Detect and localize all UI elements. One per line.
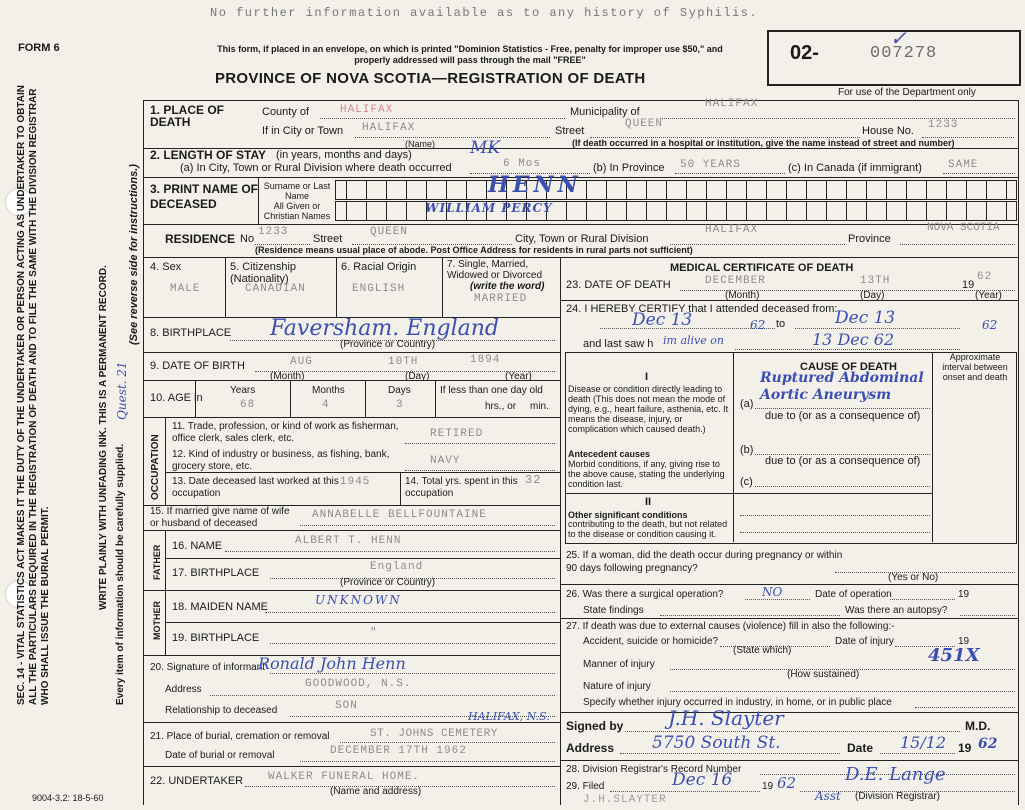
father-birthplace: England xyxy=(370,561,424,573)
father-name: ALBERT T. HENN xyxy=(295,535,402,547)
registrar-asst: Asst xyxy=(815,789,841,803)
sidebar-reverse: (See reverse side for instructions.) xyxy=(128,164,140,345)
operation-year-prefix: 19 xyxy=(958,589,970,600)
age-less-label: If less than one day old xyxy=(440,385,543,396)
undertaker-sub: (Name and address) xyxy=(330,786,422,797)
center-divider xyxy=(560,257,561,805)
injury-date-label: Date of injury xyxy=(835,636,894,647)
footer-stamp: J.H.SLAYTER xyxy=(583,794,667,806)
sidebar-statute: SEC. 14 - VITAL STATISTICS ACT MAKES IT THE DUTY OF THE UNDERTAKER OR PERSON ACTING AS UNDERTAKER TO OBTAIN ALL THE PARTICULARS REQUIRED IN THE REGISTRATION OF DEATH AND TO FILE THE SAME WITH THE DIVISION REGISTRAR WHO SHALL ISSUE THE BURIAL PERMIT. xyxy=(16,84,51,705)
envelope-note: This form, if placed in an envelope, on which is printed "Dominion Statistics - Free, penalty for improper use $50," and properly addressed will pass through the mail "FREE" xyxy=(217,44,723,65)
surname-value: HENN xyxy=(488,172,582,198)
county-label: County of xyxy=(262,106,310,118)
age-months-label: Months xyxy=(312,385,345,396)
stay-sub: (in years, months and days) xyxy=(276,149,412,161)
burial-handwriting: HALIFAX, N.S. xyxy=(468,710,550,723)
attended-to-year: 62 xyxy=(982,318,998,332)
findings-label: State findings xyxy=(583,605,644,616)
residence-city: HALIFAX xyxy=(705,224,759,236)
stay-a-label: (a) In City, Town or Rural Division where death occurred xyxy=(180,162,452,174)
last-saw-handwriting: im alive on xyxy=(663,334,724,347)
death-year-label: (Year) xyxy=(975,290,1002,301)
father-birthplace-sub: (Province or Country) xyxy=(340,577,436,588)
q14-label: 14. Total yrs. spent in this occupation xyxy=(405,476,518,499)
stay-c-value: SAME xyxy=(948,159,979,171)
due-to-label-2: due to (or as a consequence of) xyxy=(765,455,921,467)
approx-interval-label: Approximate interval between onset and death xyxy=(942,352,1008,382)
top-typed-note: No further information available as to any history of Syphilis. xyxy=(210,6,759,20)
medical-certificate-header: MEDICAL CERTIFICATE OF DEATH xyxy=(670,262,854,274)
residence-province-label: Province xyxy=(848,233,891,245)
roman-one: I xyxy=(645,371,649,383)
filed-year-prefix: 19 xyxy=(762,781,774,792)
age-days-label: Days xyxy=(388,385,411,396)
q27-label: 27. If death was due to external causes (violence) fill in also the following:- xyxy=(566,621,895,632)
given-name-value: WILLIAM PERCY xyxy=(425,201,553,215)
stay-a-value: 6 Mos xyxy=(503,158,542,170)
marital-label: 7. Single, Married, Widowed or Divorced xyxy=(447,259,543,281)
physician-address: 5750 South St. xyxy=(652,733,781,753)
mother-birthplace: " xyxy=(370,627,378,639)
mother-birthplace-label: 19. BIRTHPLACE xyxy=(172,632,260,644)
dob-year-label: (Year) xyxy=(505,371,532,382)
age-years: 68 xyxy=(240,399,256,411)
death-month: DECEMBER xyxy=(705,275,766,287)
death-day: 13TH xyxy=(860,275,891,287)
signed-year-prefix: 19 xyxy=(958,741,972,755)
given-label: All Given or Christian Names xyxy=(263,201,331,221)
birthplace-sub: (Province or Country) xyxy=(340,339,436,350)
street-value: QUEEN xyxy=(625,118,664,130)
age-hrs-label: hrs., or xyxy=(485,401,517,412)
reg-prefix: 02- xyxy=(790,42,819,64)
residence-province: NOVA SCOTIA xyxy=(927,222,1000,234)
maiden-name-value: UNKNOWN xyxy=(315,593,402,607)
cause-a-value: Ruptured Abdominal Aortic Aneurysm xyxy=(760,370,924,403)
antecedent-sub: Morbid conditions, if any, giving rise to the above cause, stating the underlying condition last. xyxy=(568,459,725,489)
citizenship-value: CANADIAN xyxy=(245,283,306,295)
death-month-label: (Month) xyxy=(725,290,760,301)
informant-address: GOODWOOD, N.S. xyxy=(305,678,412,690)
physician-signature: J.H. Slayter xyxy=(668,706,784,730)
q14-value: 32 xyxy=(525,473,542,487)
dob-day: 10TH xyxy=(388,356,419,368)
dob-month-label: (Month) xyxy=(270,371,305,382)
frame-top xyxy=(143,100,1019,101)
last-saw-label: and last saw h xyxy=(583,338,654,350)
q12-label: 12. Kind of industry or business, as fishing, bank, grocery store, etc. xyxy=(172,449,390,472)
autopsy-label: Was there an autopsy? xyxy=(845,605,948,616)
physician-address-label: Address xyxy=(566,741,615,755)
q25-label: 25. If a woman, did the death occur during pregnancy or within 90 days following pregnancy? xyxy=(566,550,843,574)
due-to-label-1: due to (or as a consequence of) xyxy=(765,410,921,422)
cause-c-label: (c) xyxy=(740,476,753,488)
q11-label: 11. Trade, profession, or kind of work as fisherman, office clerk, sales clerk, etc. xyxy=(172,421,399,444)
surname-grid xyxy=(335,180,1017,200)
dob-day-label: (Day) xyxy=(405,371,430,382)
specify-label: Specify whether injury occurred in industry, in home, or in public place xyxy=(583,697,892,708)
q13-label: 13. Date deceased last worked at this occupation xyxy=(172,476,339,499)
place-of-death-label: 1. PLACE OF DEATH xyxy=(150,103,225,129)
date-of-death-label: 23. DATE OF DEATH xyxy=(566,279,671,291)
municipality-value: HALIFAX xyxy=(705,98,759,110)
sex-value: MALE xyxy=(170,283,201,295)
length-of-stay-label: 2. LENGTH OF STAY xyxy=(150,148,267,162)
state-which-label: (State which) xyxy=(733,645,792,656)
residence-city-label: City, Town or Rural Division xyxy=(515,233,649,245)
name-sublabel: (Name) xyxy=(405,139,436,149)
signed-date-label: Date xyxy=(847,741,874,755)
father-birthplace-label: 17. BIRTHPLACE xyxy=(172,567,260,579)
reg-number: 007278 xyxy=(870,44,938,63)
how-sustained-label: (How sustained) xyxy=(787,669,860,680)
marital-sub: (write the word) xyxy=(470,281,545,292)
injury-year-prefix: 19 xyxy=(958,636,970,647)
relationship-label: Relationship to deceased xyxy=(165,705,278,716)
frame-left xyxy=(143,100,144,805)
q29-label: 29. Filed xyxy=(566,781,605,792)
attended-from: Dec 13 xyxy=(632,310,693,330)
informant-addr-label: Address xyxy=(165,684,202,695)
nature-label: Nature of injury xyxy=(583,681,651,692)
sidebar-every: Every item of information should be carefully supplied. xyxy=(115,443,126,705)
age-min-label: min. xyxy=(530,401,549,412)
informant-sig-label: 20. Signature of informant xyxy=(150,662,266,673)
check-mark-icon: ✓ xyxy=(890,26,907,50)
age-years-label: Years xyxy=(230,385,256,396)
city-value: HALIFAX xyxy=(362,122,416,134)
death-day-label: (Day) xyxy=(860,290,885,301)
residence-street-label: Street xyxy=(313,233,343,245)
dob-month: AUG xyxy=(290,356,313,368)
surname-label: Surname or Last Name xyxy=(263,181,331,201)
operation-date-label: Date of operation xyxy=(815,589,892,600)
filed-date: Dec 16 xyxy=(672,770,733,790)
signed-date: 15/12 xyxy=(900,733,947,752)
direct-cause-label: Disease or condition directly leading to death (This does not mean the mode of dying, e.g., heart failure, asthenia, etc. It means the disease, injury, or complication which caused death.) xyxy=(568,384,729,434)
manner-label: Manner of injury xyxy=(583,659,655,670)
age-days: 3 xyxy=(396,399,404,411)
death-year-prefix: 19 xyxy=(962,279,975,291)
filed-year: 62 xyxy=(777,774,797,792)
residence-label: RESIDENCE xyxy=(165,232,236,246)
municipality-label: Municipality of xyxy=(570,106,640,118)
house-value: 1233 xyxy=(928,119,959,131)
roman-two: II xyxy=(645,496,652,508)
maiden-name-label: 18. MAIDEN NAME xyxy=(172,601,268,613)
racial-origin-label: 6. Racial Origin xyxy=(341,261,417,273)
age-label: 10. AGE in xyxy=(150,392,203,404)
frame-right xyxy=(1018,100,1019,805)
county-value: HALIFAX xyxy=(340,104,394,116)
undertaker-value: WALKER FUNERAL HOME. xyxy=(268,771,421,783)
spouse-value: ANNABELLE BELLFOUNTAINE xyxy=(312,509,487,521)
q12-value: NAVY xyxy=(430,455,461,467)
other-conditions-label: Other significant conditions xyxy=(568,510,688,520)
birthplace-value: Faversham. England xyxy=(270,316,499,341)
dob-year: 1894 xyxy=(470,354,501,366)
signed-by-label: Signed by xyxy=(566,719,624,733)
racial-origin-value: ENGLISH xyxy=(352,283,406,295)
burial-place: ST. JOHNS CEMETERY xyxy=(370,728,498,740)
dept-use-note: For use of the Department only xyxy=(838,87,976,98)
q28-label: 28. Division Registrar's Record Number xyxy=(566,764,742,775)
city-label: If in City or Town xyxy=(262,125,344,137)
registrar-signature: D.E. Lange xyxy=(845,764,946,785)
form-title: PROVINCE OF NOVA SCOTIA—REGISTRATION OF DEATH xyxy=(215,70,646,87)
other-conditions-sub: contributing to the death, but not related to the disease or condition causing it. xyxy=(568,519,728,539)
street-label: Street xyxy=(555,125,585,137)
registrar-sub: (Division Registrar) xyxy=(855,791,941,802)
spouse-label: 15. If married give name of wife or husband of deceased xyxy=(150,506,290,529)
sidebar-write: WRITE PLAINLY WITH UNFADING INK. THIS IS A PERMANENT RECORD. xyxy=(98,265,109,610)
cause-b-label: (b) xyxy=(740,444,754,456)
cause-header: CAUSE OF DEATH xyxy=(800,361,897,373)
informant-signature: Ronald John Henn xyxy=(258,654,406,673)
burial-date-label: Date of burial or removal xyxy=(165,750,275,761)
hospital-note: (If death occurred in a hospital or institution, give the name instead of street and number) xyxy=(572,138,955,148)
occupation-side-label: OCCUPATION xyxy=(150,434,161,500)
cause-a-label: (a) xyxy=(740,398,754,410)
q11-value: RETIRED xyxy=(430,428,484,440)
residence-note: (Residence means usual place of abode. Post Office Address for residents in rural parts not sufficient) xyxy=(255,245,693,255)
citizenship-label: 5. Citizenship (Nationality) xyxy=(230,261,297,285)
stay-b-label: (b) In Province xyxy=(593,162,665,174)
attended-to: Dec 13 xyxy=(835,308,896,328)
q13-value: 1945 xyxy=(340,476,371,488)
residence-street: QUEEN xyxy=(370,226,409,238)
q25-sub: (Yes or No) xyxy=(888,572,939,583)
mother-side-label: MOTHER xyxy=(152,601,162,640)
sidebar-handwriting: Quest. 21 xyxy=(115,361,129,420)
father-side-label: FATHER xyxy=(152,544,162,580)
accident-label: Accident, suicide or homicide? xyxy=(583,636,719,647)
death-year: 62 xyxy=(977,271,993,283)
stay-handwriting: MK xyxy=(470,138,501,158)
signed-year: 62 xyxy=(978,736,998,752)
age-months: 4 xyxy=(322,399,330,411)
attended-from-year: 62 xyxy=(750,318,766,332)
md-label: M.D. xyxy=(965,719,991,733)
relationship-value: SON xyxy=(335,700,358,712)
form-label: FORM 6 xyxy=(18,42,60,54)
q26-value: NO xyxy=(762,585,783,599)
antecedent-label: Antecedent causes xyxy=(568,449,651,459)
q24-label: 24. I HEREBY CERTIFY that I attended deceased from: xyxy=(566,303,838,315)
burial-date: DECEMBER 17TH 1962 xyxy=(330,745,467,757)
print-name-label: 3. PRINT NAME OF DECEASED xyxy=(150,182,259,211)
residence-no: 1233 xyxy=(258,226,289,238)
code-handwriting: 451X xyxy=(928,645,980,666)
q26-label: 26. Was there a surgical operation? xyxy=(566,589,724,600)
residence-no-label: No xyxy=(240,233,255,245)
undertaker-label: 22. UNDERTAKER xyxy=(150,775,244,787)
last-saw-date: 13 Dec 62 xyxy=(812,330,895,349)
father-name-label: 16. NAME xyxy=(172,540,223,552)
stay-c-label: (c) In Canada (if immigrant) xyxy=(788,162,922,174)
sex-label: 4. Sex xyxy=(150,261,182,273)
burial-place-label: 21. Place of burial, cremation or removal xyxy=(150,731,330,742)
marital-value: MARRIED xyxy=(474,293,528,305)
stay-b-value: 50 YEARS xyxy=(680,159,741,171)
to-word: to xyxy=(776,318,786,330)
form-code: 9004-3.2: 18-5-60 xyxy=(32,793,104,803)
dob-label: 9. DATE OF BIRTH xyxy=(150,360,245,372)
house-label: House No. xyxy=(862,125,914,137)
birthplace-label: 8. BIRTHPLACE xyxy=(150,327,232,339)
